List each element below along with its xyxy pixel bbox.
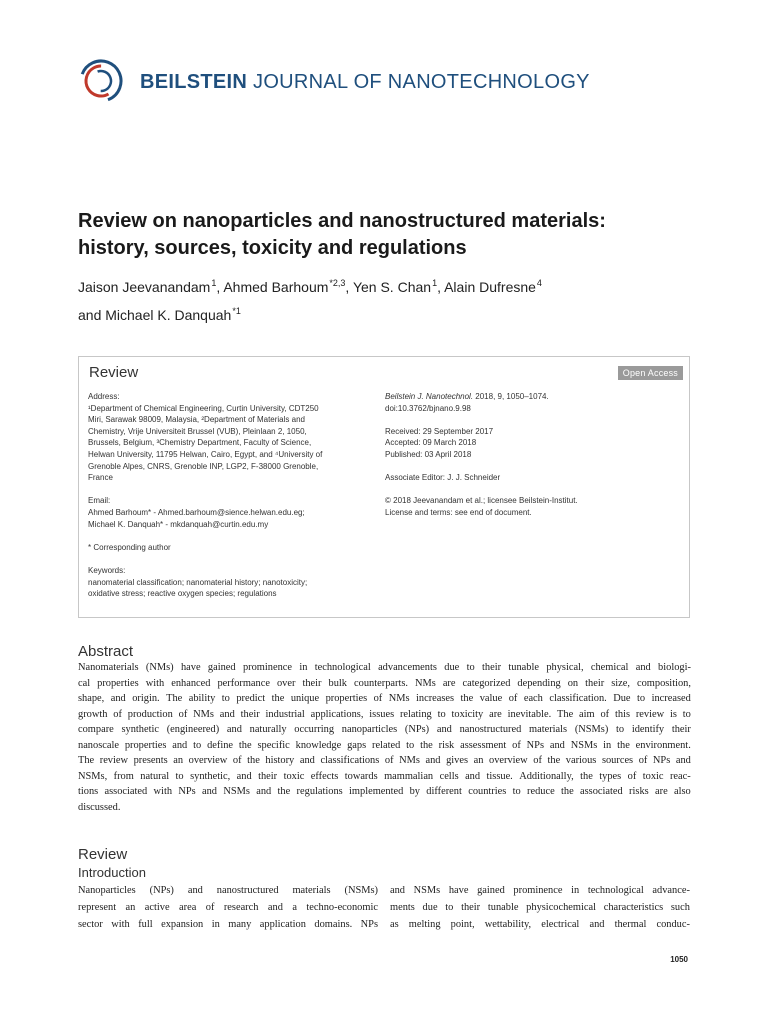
address-line: Grenoble Alpes, CNRS, Grenoble INP, LGP2, F-38000 Grenoble, [88,461,319,471]
author-list [78,271,698,327]
address-line: Helwan University, 11795 Helwan, Cairo, Egypt, and ⁴University of [88,449,323,459]
review-heading: Review [78,846,128,863]
text-line: tions associated with NPs and NSMs and the regulations implemented by different countries to reduce the associated risks are also [78,786,691,797]
author-name: Yen S. Chan [352,279,432,295]
text-line: and NSMs have gained prominence in technological advance- [390,885,690,896]
text-line: represent an active area of research and a techno-economic [78,902,378,913]
author-name: and Michael K. Danquah [78,307,232,323]
text-line: compare synthetic (engineered) and naturally occurring nanoparticles (NPs) and nanostructured materials (NSMs) to identify their [78,724,691,735]
keywords-line: nanomaterial classification; nanomaterial history; nanotoxicity; [88,577,308,587]
open-access-badge[interactable]: Open Access [618,366,683,380]
abstract-heading: Abstract [78,643,134,660]
address-line: Brussels, Belgium, ³Chemistry Department, Faculty of Science, [88,438,312,448]
address-label: Address: [88,392,120,401]
author-line: Jaison Jeevanandam$^1$, Ahmed Barhoum$^{*2,3}$, Yen S. Chan$^1$, Alain Dufresne$^4$ [78,278,542,295]
author-name: Jaison Jeevanandam [78,279,211,295]
info-right-column [385,391,675,519]
author-line [78,299,698,327]
text-line: Nanomaterials (NMs) have gained prominence in technological advancements due to their tunable physical, chemical and biologi- [78,662,691,673]
citation-volume: 2018, 9, 1050–1074. [473,392,549,401]
article-type-label: Review [89,364,139,381]
received-date: Received: 29 September 2017 [385,426,494,436]
corresponding-author-note: * Corresponding author [88,542,171,552]
journal-logo-icon [78,58,124,104]
citation-journal: Beilstein J. Nanotechnol. [385,392,474,401]
keywords-label: Keywords: [88,565,126,575]
text-line: shape, and origin. The ability to predict the unique properties of NMs increases the value of each classification. Due to increased [78,693,691,704]
accepted-date: Accepted: 09 March 2018 [385,438,477,448]
page-number: 1050 [670,955,688,964]
address-line: ¹Department of Chemical Engineering, Curtin University, CDT250 [88,403,319,413]
author-affiliation: 4 [536,278,542,288]
email-label: Email: [88,496,111,506]
article-info-box [78,356,690,618]
journal-name-bold: BEILSTEIN [140,71,248,93]
license[interactable]: License and terms: see end of document. [385,507,532,517]
text-line: growth of production of NMs and their industrial applications, issues relating to toxicity are inevitable. The aim of this review is to [78,708,691,720]
text-line: sector with full expansion in many application domains. NPs [78,919,378,930]
author-affiliation: *2,3 [329,278,346,288]
journal-name [140,71,590,94]
address-line: Miri, Sarawak 98009, Malaysia, ²Department of Materials and [88,415,305,425]
text-line: discussed. [78,801,121,813]
address-line: France [88,473,113,483]
text-line: The review presents an overview of the history and classifications of NMs and gives an overview of the various sources of NPs and [78,755,691,766]
text-line: Nanoparticles (NPs) and nanostructured materials (NSMs) [78,885,378,896]
text-line: as melting point, wettability, electrical and thermal conduc- [390,919,690,930]
citation [385,391,675,403]
title-line: history, sources, toxicity and regulations [78,237,467,259]
text-line: nanoscale properties and to define the specific knowledge gaps related to the risk assessment of NPs and NSMs in the environment. [78,739,691,751]
text-line: cal properties with enhanced performance over their bulk counterparts. NMs are categorized depending on their size, composition, [78,677,691,689]
author-name: Alain Dufresne [444,279,536,295]
author-affiliation: 1 [211,278,217,288]
body-column-left [78,882,378,933]
title-line: Review on nanoparticles and nanostructured materials: [78,210,606,232]
published-date: Published: 03 April 2018 [385,449,472,459]
info-left-column [88,391,368,600]
body-column-right [390,882,690,933]
keywords-line: oxidative stress; reactive oxygen species; regulations [88,589,277,599]
text-line: NSMs, from natural to synthetic, and their toxic effects towards mammalian cells and tissue. Additionally, the types of toxic reac- [78,770,691,782]
associate-editor: Associate Editor: J. J. Schneider [385,473,501,483]
text-line: ments due to their tunable physicochemical characteristics such [390,902,690,913]
abstract-body [78,660,691,815]
introduction-heading: Introduction [78,865,146,880]
email-line[interactable]: Michael K. Danquah* - mkdanquah@curtin.edu.my [88,519,269,529]
author-affiliation: 1 [432,278,438,288]
doi[interactable]: doi:10.3762/bjnano.9.98 [385,403,471,413]
article-title [78,208,698,262]
email-line[interactable]: Ahmed Barhoum* - Ahmed.barhoum@sience.helwan.edu.eg; [88,507,305,517]
author-affiliation: *1 [232,306,241,316]
copyright: © 2018 Jeevanandam et al.; licensee Beilstein-Institut. [385,496,578,506]
journal-name-rest: JOURNAL OF NANOTECHNOLOGY [253,71,590,93]
author-name: Ahmed Barhoum [223,279,329,295]
address-line: Chemistry, Vrije Universiteit Brussel (VUB), Pleinlaan 2, 1050, [88,426,307,436]
